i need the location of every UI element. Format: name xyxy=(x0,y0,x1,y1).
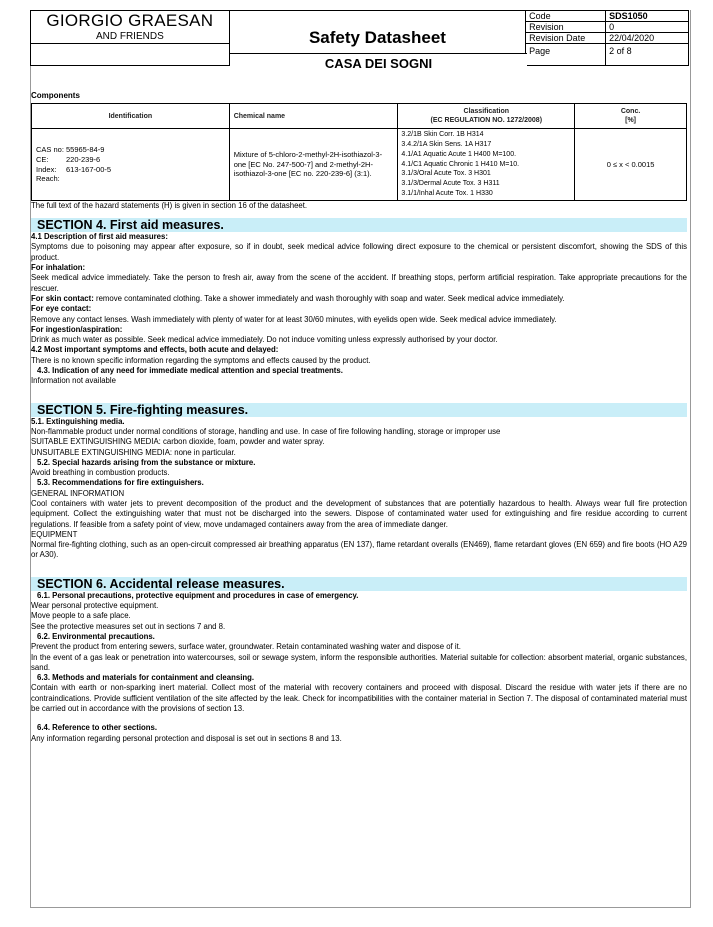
section-6-title: SECTION 6. Accidental release measures. xyxy=(31,577,687,591)
company-name: GIORGIO GRAESAN xyxy=(46,11,214,30)
company-subtitle: AND FRIENDS xyxy=(95,31,164,42)
paragraph: Any information regarding personal protection and disposal is set out in sections 8 and 13. xyxy=(31,733,342,743)
components-footnote: The full text of the hazard statements (H) is given in section 16 of the datasheet. xyxy=(31,200,308,210)
col-identification: Identification xyxy=(32,104,230,129)
col-classification: Classification (EC REGULATION NO. 1272/2008) xyxy=(398,104,575,129)
code-value: SDS1050 xyxy=(606,11,689,22)
section-4-title: SECTION 4. First aid measures. xyxy=(31,218,687,232)
heading-6-1: 6.1. Personal precautions, protective equipment and procedures in case of emergency. xyxy=(37,590,359,600)
id-value: 613-167-00-5 xyxy=(66,164,112,174)
col-conc: Conc. [%] xyxy=(575,104,687,129)
paragraph: Drink as much water as possible. Seek medical advice immediately. Do not induce vomiting unless expressly authorised by your doctor. xyxy=(31,335,498,345)
paragraph: Avoid breathing in combustion products. xyxy=(31,468,170,478)
paragraph: In the event of a gas leak or penetration into watercourses, soil or sewage system, inform the responsible authorities. Material suitable for collection: absorbent material, organic substances, sand. xyxy=(31,652,687,672)
paragraph: Information not available xyxy=(31,376,116,386)
product-name: CASA DEI SOGNI xyxy=(230,53,527,74)
id-label: CE: xyxy=(36,154,49,164)
paragraph: Cool containers with water jets to prevent decomposition of the product and the development of substances that are potentially hazardous to health. Always wear full fire protection equipment. Collect the extinguishing water that must not be discharged into the sewers. Dispose of contaminated water used for extinguishing and fire residue according to current regulations. If feasible from a safety point of view, move undamaged containers away from the area of immediate danger. xyxy=(31,499,687,529)
chemical-name-cell: Mixture of 5-chloro-2-methyl-2H-isothiazol-3-one [EC No. 247-500-7] and 2-methyl-2H-isothiazol-3-one [EC no. 220-239-6] (3:1). xyxy=(229,129,398,201)
paragraph: Normal fire-fighting clothing, such as an open-circuit compressed air breathing apparatus (EN 137), flame retardant overalls (EN469), flame retardant gloves (EN 659) and fire boots (HO A29 or A30). xyxy=(31,540,687,560)
id-value: 220-239-6 xyxy=(66,154,101,164)
paragraph: See the protective measures set out in sections 7 and 8. xyxy=(31,621,226,631)
classification-line: 3.2/1B Skin Corr. 1B H314 xyxy=(401,131,484,139)
paragraph: Contain with earth or non-sparking inert material. Collect most of the material with recovery containers and proceed with disposal. Discard the residue with water jets if there are no contraindications. Provide sufficient ventilation of the site affected by the leak. Check for incompatibilities with the container material in Section 7. The disposal of contaminated material must be carried out in accordance with the provisions of section 13. xyxy=(31,683,687,714)
paragraph: There is no known specific information regarding the symptoms and effects caused by the product. xyxy=(31,355,371,365)
heading-4-1: 4.1 Description of first aid measures: xyxy=(31,232,168,242)
classification-line: 3.4.2/1A Skin Sens. 1A H317 xyxy=(401,141,492,149)
components-title: Components xyxy=(31,91,80,100)
paragraph: Non-flammable product under normal conditions of storage, handling and use. In case of fire following handling, storage or improper use xyxy=(31,426,501,436)
heading-6-4: 6.4. Reference to other sections. xyxy=(37,723,158,733)
conc-cell: 0 ≤ x < 0.0015 xyxy=(575,129,687,201)
id-value: 55965-84-9 xyxy=(66,145,105,155)
paragraph: EQUIPMENT xyxy=(31,529,78,539)
revision-date-value: 22/04/2020 xyxy=(606,33,689,44)
skin-contact-paragraph: For skin contact: remove contaminated clothing. Take a shower immediately and wash thoroughly with soap and water. Seek medical advice immediately. xyxy=(31,293,565,303)
code-label: Code xyxy=(526,11,606,22)
id-label: Index: xyxy=(36,164,57,174)
id-label: Reach: xyxy=(36,174,60,184)
paragraph: Symptoms due to poisoning may appear after exposure, so if in doubt, seek medical advice following direct exposure to the chemical or persistent discomfort, showing the SDS of this product. xyxy=(31,242,687,262)
classification-line: 3.1/1/Inhal Acute Tox. 1 H330 xyxy=(401,190,493,198)
revision-label: Revision xyxy=(526,22,606,33)
heading-6-3: 6.3. Methods and materials for containment and cleansing. xyxy=(37,673,255,683)
id-value xyxy=(66,174,225,184)
revision-value: 0 xyxy=(606,22,689,33)
paragraph: Seek medical advice immediately. Take the person to fresh air, away from the scene of the accident. If breathing stops, perform artificial respiration. Take appropriate precautions for the rescuer. xyxy=(31,273,687,293)
table-row xyxy=(32,129,687,201)
paragraph: SUITABLE EXTINGUISHING MEDIA: carbon dioxide, foam, powder and water spray. xyxy=(31,437,325,447)
paragraph: UNSUITABLE EXTINGUISHING MEDIA: none in particular. xyxy=(31,447,236,457)
classification-line: 4.1/A1 Aquatic Acute 1 H400 M=100. xyxy=(401,150,517,158)
section-5-title: SECTION 5. Fire-fighting measures. xyxy=(31,403,687,417)
revision-date-label: Revision Date xyxy=(526,33,606,44)
components-table xyxy=(31,103,687,201)
heading-4-3: 4.3. Indication of any need for immediate medical attention and special treatments. xyxy=(37,366,343,376)
eye-contact-heading: For eye contact: xyxy=(31,304,92,314)
ingestion-heading: For ingestion/aspiration: xyxy=(31,324,123,334)
page-label: Page xyxy=(526,44,606,66)
inhalation-heading: For inhalation: xyxy=(31,263,86,273)
heading-5-2: 5.2. Special hazards arising from the substance or mixture. xyxy=(37,457,256,467)
page-content xyxy=(31,91,687,744)
heading-4-2: 4.2 Most important symptoms and effects, both acute and delayed: xyxy=(31,345,279,355)
paragraph: GENERAL INFORMATION xyxy=(31,488,125,498)
id-label: CAS no: xyxy=(36,145,64,155)
paragraph: Move people to a safe place. xyxy=(31,611,131,621)
classification-line: 3.1/3/Oral Acute Tox. 3 H301 xyxy=(401,170,491,178)
heading-6-2: 6.2. Environmental precautions. xyxy=(37,631,155,641)
classification-line: 3.1/3/Dermal Acute Tox. 3 H311 xyxy=(401,180,500,188)
company-cell xyxy=(31,11,230,44)
paragraph: Wear personal protective equipment. xyxy=(31,601,159,611)
heading-5-1: 5.1. Extinguishing media. xyxy=(31,416,125,426)
identification-cell xyxy=(32,129,230,201)
col-chemical-name: Chemical name xyxy=(229,104,398,129)
classification-line: 4.1/C1 Aquatic Chronic 1 H410 M=10. xyxy=(401,160,520,168)
classification-cell xyxy=(398,129,575,201)
page-value: 2 of 8 xyxy=(606,44,689,66)
paragraph: Prevent the product from entering sewers, surface water, groundwater. Retain contaminated washing water and dispose of it. xyxy=(31,642,461,652)
paragraph: Remove any contact lenses. Wash immediately with plenty of water for at least 30/60 minutes, with eyelids open wide. Seek medical advice immediately. xyxy=(31,314,557,324)
document-title: Safety Datasheet xyxy=(229,11,525,66)
heading-5-3: 5.3. Recommendations for fire extinguishers. xyxy=(37,478,204,488)
